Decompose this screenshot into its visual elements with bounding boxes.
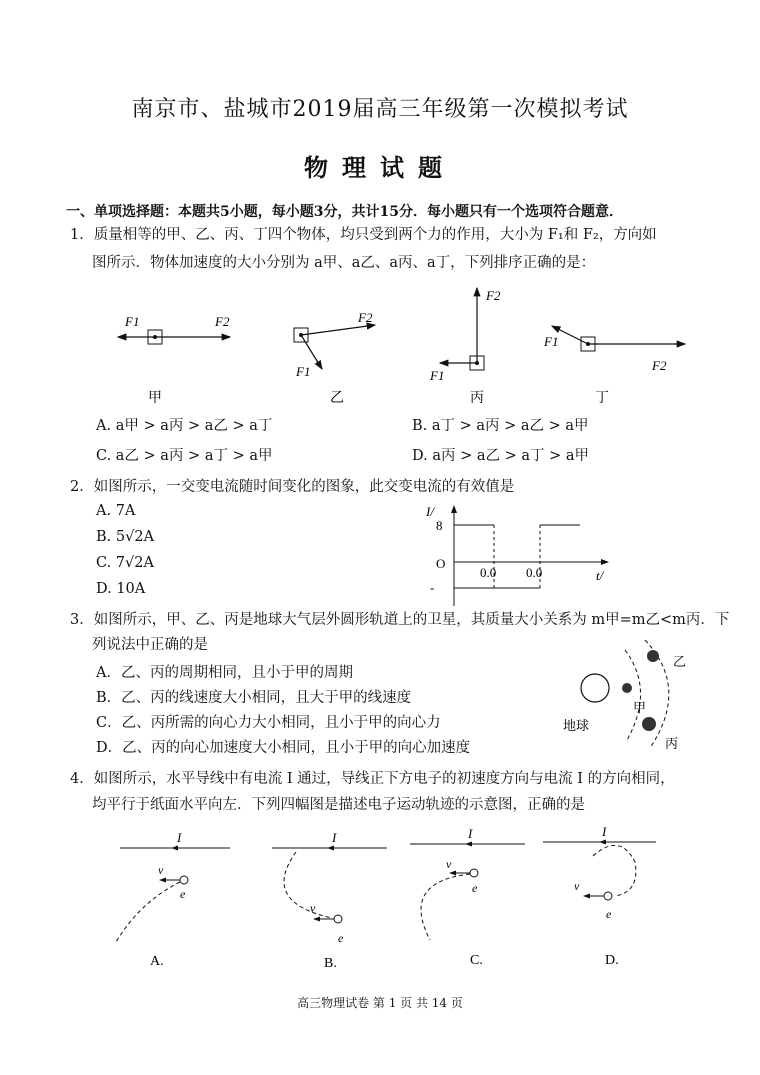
q3-option-b: B．乙、丙的线速度大小相同，且大于甲的线速度 bbox=[96, 690, 412, 706]
svg-text:F2: F2 bbox=[652, 358, 667, 373]
q3-option-c: C．乙、丙所需的向心力大小相同，且小于甲的向心力 bbox=[96, 715, 441, 731]
earth bbox=[581, 674, 609, 702]
svg-text:v: v bbox=[446, 857, 452, 871]
trajectory-c bbox=[410, 826, 525, 968]
q3-line1: 3．如图所示，甲、乙、丙是地球大气层外圆形轨道上的卫星，其质量大小关系为 m甲=m乙<m丙．下 bbox=[70, 612, 730, 628]
q2-option-a: A. 7A bbox=[96, 503, 136, 519]
graph-tick1: 0.0 bbox=[480, 565, 497, 580]
diagram-jia bbox=[118, 314, 230, 404]
svg-text:F1: F1 bbox=[296, 364, 311, 379]
label-earth: 地球 bbox=[563, 718, 590, 733]
svg-text:v: v bbox=[574, 879, 580, 893]
trajectory-a bbox=[116, 830, 230, 969]
graph-xlabel: t/ bbox=[596, 568, 604, 583]
page-footer: 高三物理试卷 第 1 页 共 14 页 bbox=[297, 996, 463, 1010]
trajectory-b bbox=[272, 830, 387, 971]
svg-text:v: v bbox=[158, 863, 164, 877]
trajectory-d bbox=[543, 824, 656, 968]
q3-line2: 列说法中正确的是 bbox=[92, 637, 208, 653]
svg-text:A.: A. bbox=[150, 954, 164, 969]
graph-ybottom: - bbox=[430, 580, 435, 595]
label-jia: 甲 bbox=[148, 391, 162, 404]
graph-origin: O bbox=[436, 556, 446, 571]
label-bing-sat: 丙 bbox=[665, 736, 679, 750]
q1-line2: 图所示．物体加速度的大小分别为 a甲、a乙、a丙、a丁，下列排序正确的是： bbox=[92, 255, 596, 271]
svg-text:I: I bbox=[177, 830, 182, 845]
q2-stem: 2．如图所示，一交变电流随时间变化的图象，此交变电流的有效值是 bbox=[70, 479, 515, 495]
label-yi: 乙 bbox=[330, 391, 344, 404]
label-yi-sat: 乙 bbox=[673, 654, 687, 669]
q1-option-a: A. a甲 > a丙 > a乙 > a丁 bbox=[96, 418, 273, 434]
q1-line1: 1．质量相等的甲、乙、丙、丁四个物体，均只受到两个力的作用，大小为 F₁和 F₂，方向如 bbox=[70, 227, 657, 243]
q4-line2: 均平行于纸面水平向左．下列四幅图是描述电子运动轨迹的示意图，正确的是 bbox=[92, 797, 585, 813]
svg-text:F1: F1 bbox=[544, 334, 559, 349]
svg-text:F1: F1 bbox=[430, 368, 445, 383]
q1-option-d: D. a丙 > a乙 > a丁 > a甲 bbox=[412, 448, 590, 464]
exam-title: 南京市、盐城市2019届高三年级第一次模拟考试 bbox=[131, 97, 629, 122]
svg-text:I: I bbox=[468, 826, 473, 841]
svg-text:C.: C. bbox=[470, 953, 483, 968]
exam-subtitle: 物理试题 bbox=[304, 153, 456, 182]
graph-tick2: 0.0 bbox=[526, 565, 543, 580]
svg-text:v: v bbox=[310, 901, 316, 915]
sat-bing bbox=[642, 717, 656, 731]
svg-text:B.: B. bbox=[324, 956, 337, 971]
label-f1: F1 bbox=[125, 314, 140, 329]
label-f2: F2 bbox=[215, 314, 230, 329]
q1-option-c: C. a乙 > a丙 > a丁 > a甲 bbox=[96, 448, 273, 464]
label-ding: 丁 bbox=[595, 391, 609, 404]
svg-text:I: I bbox=[602, 824, 607, 839]
section-heading: 一、单项选择题：本题共5小题，每小题3分，共计15分．每小题只有一个选项符合题意． bbox=[66, 204, 623, 220]
q2-current-graph bbox=[420, 500, 620, 612]
svg-text:D.: D. bbox=[605, 953, 619, 968]
graph-ytop: 8 bbox=[436, 518, 443, 533]
svg-text:e: e bbox=[180, 887, 186, 901]
diagram-yi bbox=[294, 310, 375, 404]
q2-option-c: C. 7√2A bbox=[96, 555, 154, 571]
q1-option-b: B. a丁 > a丙 > a乙 > a甲 bbox=[412, 418, 589, 434]
diagram-ding bbox=[543, 326, 685, 404]
label-bing: 丙 bbox=[470, 391, 484, 404]
sat-yi bbox=[647, 650, 659, 662]
q3-orbit-diagram bbox=[555, 640, 705, 750]
q2-option-d: D. 10A bbox=[96, 581, 146, 597]
q4-line1: 4．如图所示，水平导线中有电流 I 通过，导线正下方电子的初速度方向与电流 I 的方向相同， bbox=[70, 771, 675, 787]
svg-text:e: e bbox=[338, 931, 344, 945]
svg-text:e: e bbox=[606, 907, 612, 921]
svg-text:e: e bbox=[472, 881, 478, 895]
q3-option-a: A．乙、丙的周期相同，且小于甲的周期 bbox=[96, 665, 353, 681]
label-jia-sat: 甲 bbox=[633, 700, 647, 715]
q2-option-b: B. 5√2A bbox=[96, 529, 155, 545]
svg-text:I: I bbox=[332, 830, 337, 845]
graph-ylabel: I/ bbox=[426, 504, 434, 519]
diagram-bing bbox=[429, 288, 501, 404]
svg-text:F2: F2 bbox=[486, 288, 501, 303]
q4-trajectory-diagrams bbox=[100, 822, 670, 974]
q3-option-d: D．乙、丙的向心加速度大小相同，且小于甲的向心加速度 bbox=[96, 740, 471, 756]
q1-force-diagrams bbox=[100, 284, 700, 404]
svg-text:F2: F2 bbox=[358, 310, 373, 325]
sat-jia bbox=[622, 683, 632, 693]
